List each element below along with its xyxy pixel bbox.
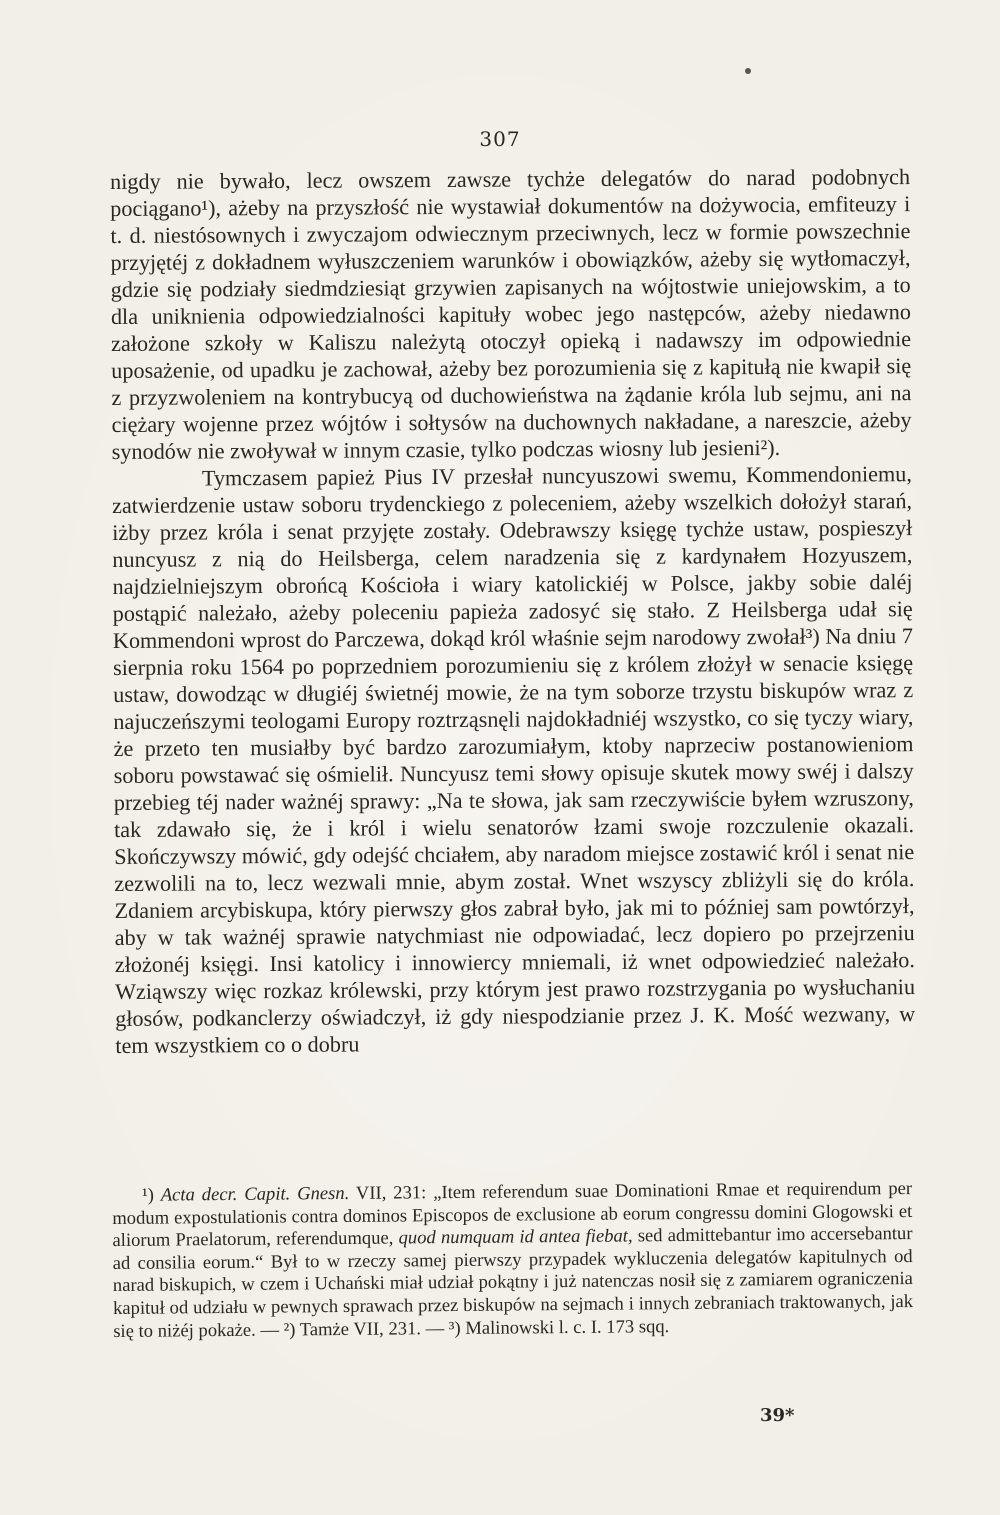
- footnote-block: [112, 1178, 913, 1343]
- footnote-text-a: VII, 231: „Item referendum suae Dominationi Rmae et requirendum per modum expostulationis contra dominos Episcopos de exclusione ab eorum congressu domini Glogowski et aliorum Praelatorum, referendumque,: [112, 1178, 913, 1252]
- footnote-quote: quod numquam id antea fiebat,: [398, 1225, 633, 1249]
- footnote-marker: ¹): [141, 1184, 154, 1206]
- printer-signature: 39*: [760, 1405, 795, 1426]
- paragraph-continuation: nigdy nie bywało, lecz owszem zawsze tychże delegatów do narad podobnych pociągano¹), ażeby na przyszłość nie wystawiał dokumentów na dożywocia, emfiteuzy i t. d. niestósownych i zwyczajom odwiecznym przeciwnych, lecz w formie powszechnie przyjętéj z dokładnem wyłuszczeniem warunków i obowiązków, ażeby się wytłomaczył, gdzie się podziały siedmdziesiąt grzywien zapisanych na wójtostwie uniejowskim, a to dla uniknienia odpowiedzialności kapituły wobec jego następców, ażeby niedawno założone szkoły w Kaliszu należytą otoczył opieką i nadawszy im odpowiednie uposażenie, od upadku je zachował, ażeby bez porozumienia się z kapitułą nie kwapił się z przyzwoleniem na kontrybucyą od duchowieństwa na żądanie króla lub sejmu, ani na ciężary wojenne przez wójtów i sołtysów na duchownych nakładane, a nareszcie, ażeby synodów nie zwoływał w innym czasie, tylko podczas wiosny lub jesieni²).: [110, 164, 912, 464]
- body-text: [110, 163, 915, 1059]
- page-number: 307: [479, 127, 521, 151]
- paragraph-tymczasem: Tymczasem papież Pius IV przesłał nuncyuszowi swemu, Kommendoniemu, zatwierdzenie ustaw soboru trydenckiego z poleceniem, ażeby wszelkich dołożył starań, iżby przez króla i senat przyjęte zostały. Odebrawszy księgę tychże ustaw, pospieszył nuncyusz z nią do Heilsberga, celem naradzenia się z kardynałem Hozyuszem, najdzielniejszym obrońcą Kościoła i wiary katolickiéj w Polsce, jakby sobie daléj postąpić należało, ażeby poleceniu papieża zadosyć się stało. Z Heilsberga udał się Kommendoni wprost do Parczewa, dokąd król właśnie sejm narodowy zwołał³) Na dniu 7 sierpnia roku 1564 po poprzedniem porozumieniu się z królem złożył w senacie księgę ustaw, dowodząc w długiéj świetnéj mowie, że na tym soborze trzystu biskupów wraz z najuczeńszymi teologami Europy roztrząsnęli najdokładniéj wszystko, co się tyczy wiary, że przeto ten musiałby być bardzo zarozumiałym, ktoby naprzeciw postanowieniom soboru powstawać się ośmielił. Nuncyusz temi słowy opisuje skutek mowy swéj i dalszy przebieg téj nader ważnéj sprawy: „Na te słowa, jak sam rzeczywiście byłem wzruszony, tak zdawało się, że i król i wielu senatorów łzami swoje rozczulenie okazali. Skończywszy mówić, gdy odejść chciałem, aby naradom miejsce zostawić król i senat nie zezwolili na to, lecz wezwali mnie, abym został. Wnet wszyscy zbliżyli się do króla. Zdaniem arcybiskupa, który pierwszy głos zabrał było, jak mi to później sam powtórzył, aby w tak ważnéj sprawie natychmiast nie odpowiadać, lecz dopiero po przejrzeniu złożonéj księgi. Insi katolicy i innowiercy mniemali, iż wnet odpowiedzieć należało. Wziąwszy więc rozkaz królewski, przy którym jest prawo rozstrzygania po wysłuchaniu głosów, podkanclerzy oświadczył, iż gdy niespodzianie przez J. K. Mość wezwany, w tem wszystkiem co o dobru: [111, 461, 916, 1058]
- footnote-text-b: sed admittebantur imo accersebantur ad consilia eorum.“ Był to w rzeczy samej pierwszy przypadek wykluczenia delegatów kapitulnych od narad biskupich, w czem i Uchański miał udział pokątny i już natenczas nosił się z zamiarem ograniczenia kapituł od udziału w pewnych sprawach przez biskupów na sejmach i innych zebraniach traktowanych, jak się to niżéj pokaże. — ²) Tamże VII, 231. — ³) Malinowski l. c. I. 173 sqq.: [112, 1223, 914, 1342]
- footnotes: [112, 1178, 913, 1343]
- ink-speck: [745, 68, 751, 74]
- footnote-source: Acta decr. Capit. Gnesn.: [160, 1182, 350, 1206]
